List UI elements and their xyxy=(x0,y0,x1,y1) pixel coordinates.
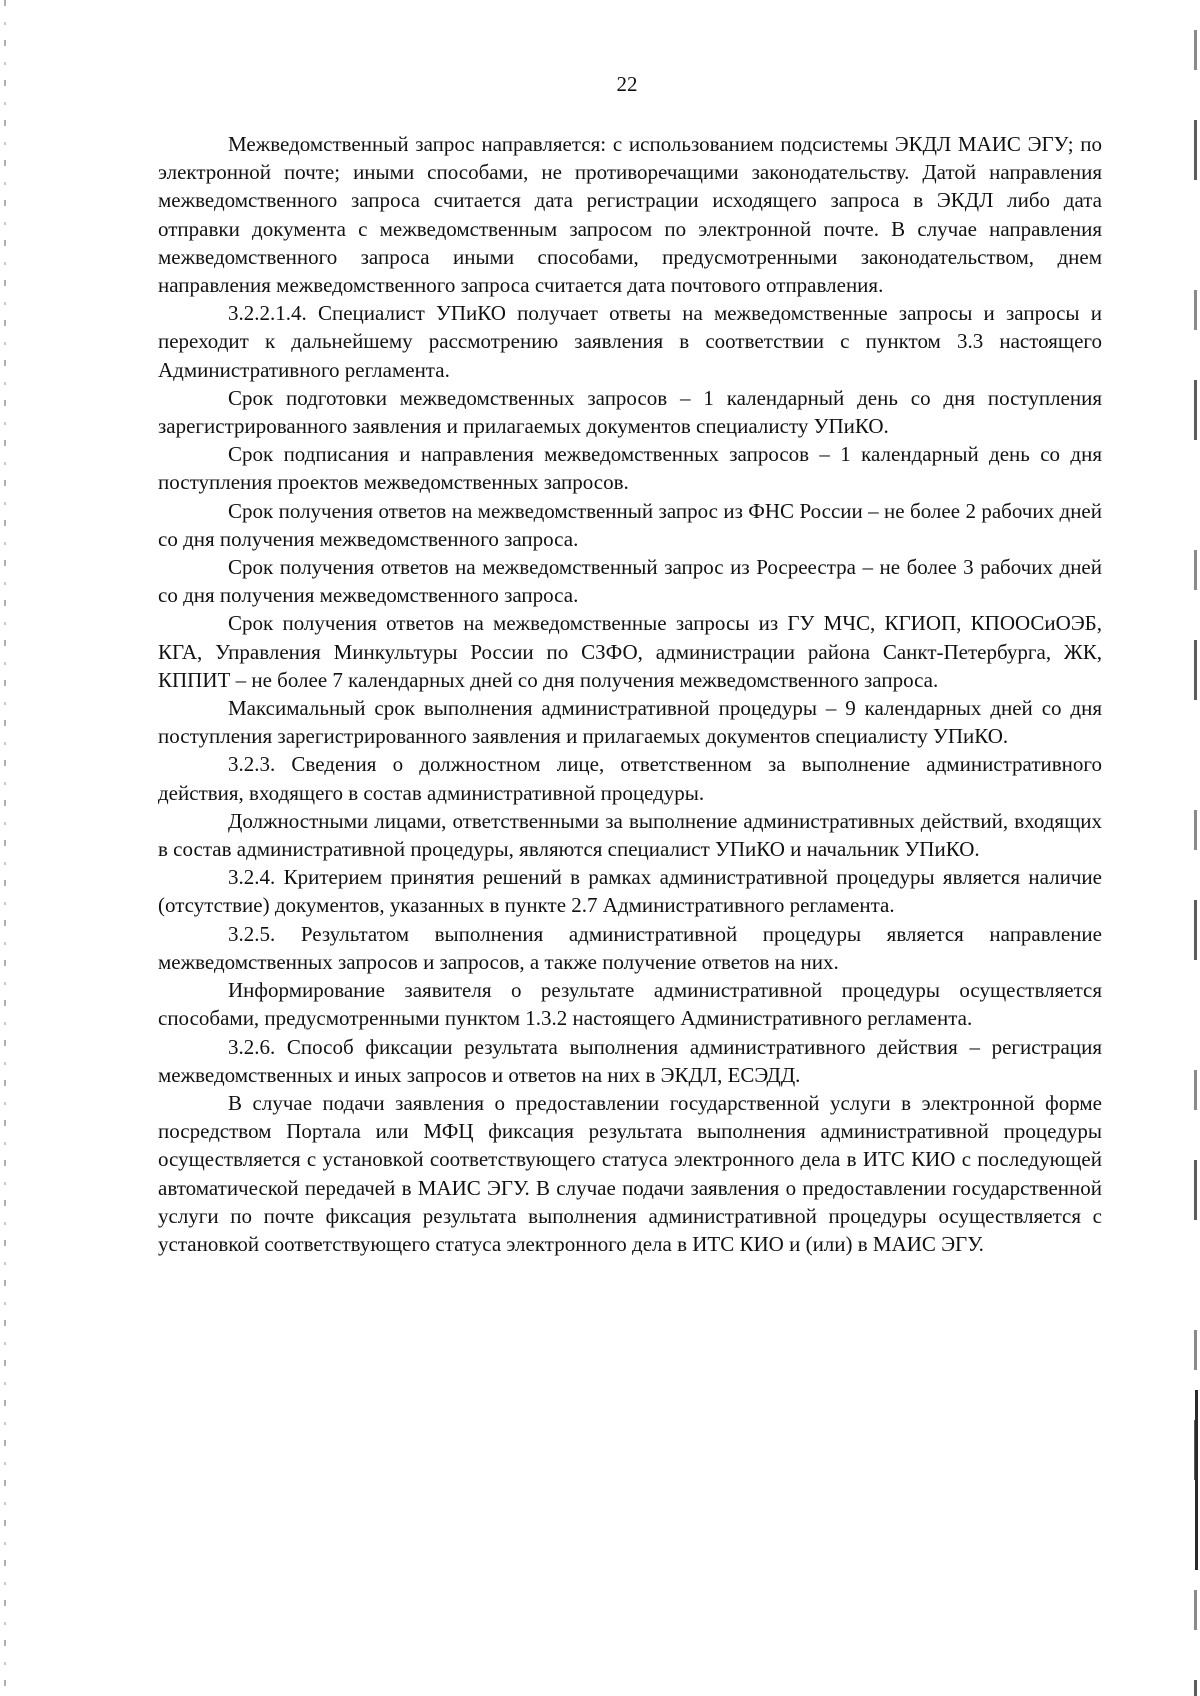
paragraph: 3.2.4. Критерием принятия решений в рамках административной процедуры является наличие (отсутствие) документов, указанных в пункте 2.7 Административного регламента. xyxy=(158,865,1102,918)
paragraph: 3.2.5. Результатом выполнения административной процедуры является направление межведомственных запросов и запросов, а также получение ответов на них. xyxy=(158,921,1102,974)
paragraph: Срок подготовки межведомственных запросов – 1 календарный день со дня поступления зарегистрированного заявления и прилагаемых документов специалисту УПиКО. xyxy=(158,385,1102,439)
paragraph: 3.2.2.1.4. Специалист УПиКО получает ответы на межведомственные запросы и запросы и переходит к дальнейшему рассмотрению заявления в соответствии с пунктом 3.3 настоящего Административного регламента. xyxy=(158,301,1102,382)
paragraph: Срок получения ответов на межведомственный запрос из ФНС России – не более 2 рабочих дней со дня получения межведомственного запроса. xyxy=(158,498,1102,551)
paragraph: 3.2.3. Сведения о должностном лице, ответственном за выполнение административного действия, входящего в состав административной процедуры. xyxy=(158,752,1102,805)
paragraph: 3.2.6. Способ фиксации результата выполнения административного действия – регистрация межведомственных и иных запросов и ответов на них в ЭКДЛ, ЕСЭДД. xyxy=(158,1034,1102,1087)
paragraph: Должностными лицами, ответственными за выполнение административных действий, входящих в состав административной процедуры, являются специалист УПиКО и начальник УПиКО. xyxy=(158,808,1102,862)
page-number: 22 xyxy=(616,72,638,96)
paragraph: Максимальный срок выполнения административной процедуры – 9 календарных дней со дня поступления зарегистрированного заявления и прилагаемых документов специалисту УПиКО. xyxy=(158,696,1102,749)
scan-edge-left xyxy=(4,0,6,1696)
scan-edge-right-dark xyxy=(1195,1390,1198,1570)
paragraph: В случае подачи заявления о предоставлении государственной услуги в электронной форме посредством Портала или МФЦ фиксация результата выполнения административной процедуры осуществляется с установкой соответствующего статуса электронного дела в ИТС КИО с последующей автоматической передачей в МАИС ЭГУ. В случае подачи заявления о предоставлении государственной услуги по почте фиксация результата выполнения административной процедуры осуществляется с установкой соответствующего статуса электронного дела в ИТС КИО и (или) в МАИС ЭГУ. xyxy=(158,1090,1102,1256)
paragraph: Срок получения ответов на межведомственный запрос из Росреестра – не более 3 рабочих дней со дня получения межведомственного запроса. xyxy=(158,555,1102,608)
paragraph: Срок получения ответов на межведомственные запросы из ГУ МЧС, КГИОП, КПООСиОЭБ, КГА, Управления Минкультуры России по СЗФО, администрации района Санкт-Петербурга, ЖК, КППИТ – не более 7 календарных дней со дня получения межведомственного запроса. xyxy=(158,611,1102,692)
document-body xyxy=(158,130,1102,1258)
paragraph: Срок подписания и направления межведомственных запросов – 1 календарный день со дня поступления проектов межведомственных запросов. xyxy=(158,442,1102,495)
paragraph: Информирование заявителя о результате административной процедуры осуществляется способами, предусмотренными пунктом 1.3.2 настоящего Административного регламента. xyxy=(158,978,1102,1031)
paragraph: Межведомственный запрос направляется: с использованием подсистемы ЭКДЛ МАИС ЭГУ; по электронной почте; иными способами, не противоречащими законодательству. Датой направления межведомственного запроса считается дата регистрации исходящего запроса в ЭКДЛ либо дата отправки документа с межведомственным запросом по электронной почте. В случае направления межведомственного запроса иными способами, предусмотренными законодательством, днем направления межведомственного запроса считается дата почтового отправления. xyxy=(158,132,1102,298)
